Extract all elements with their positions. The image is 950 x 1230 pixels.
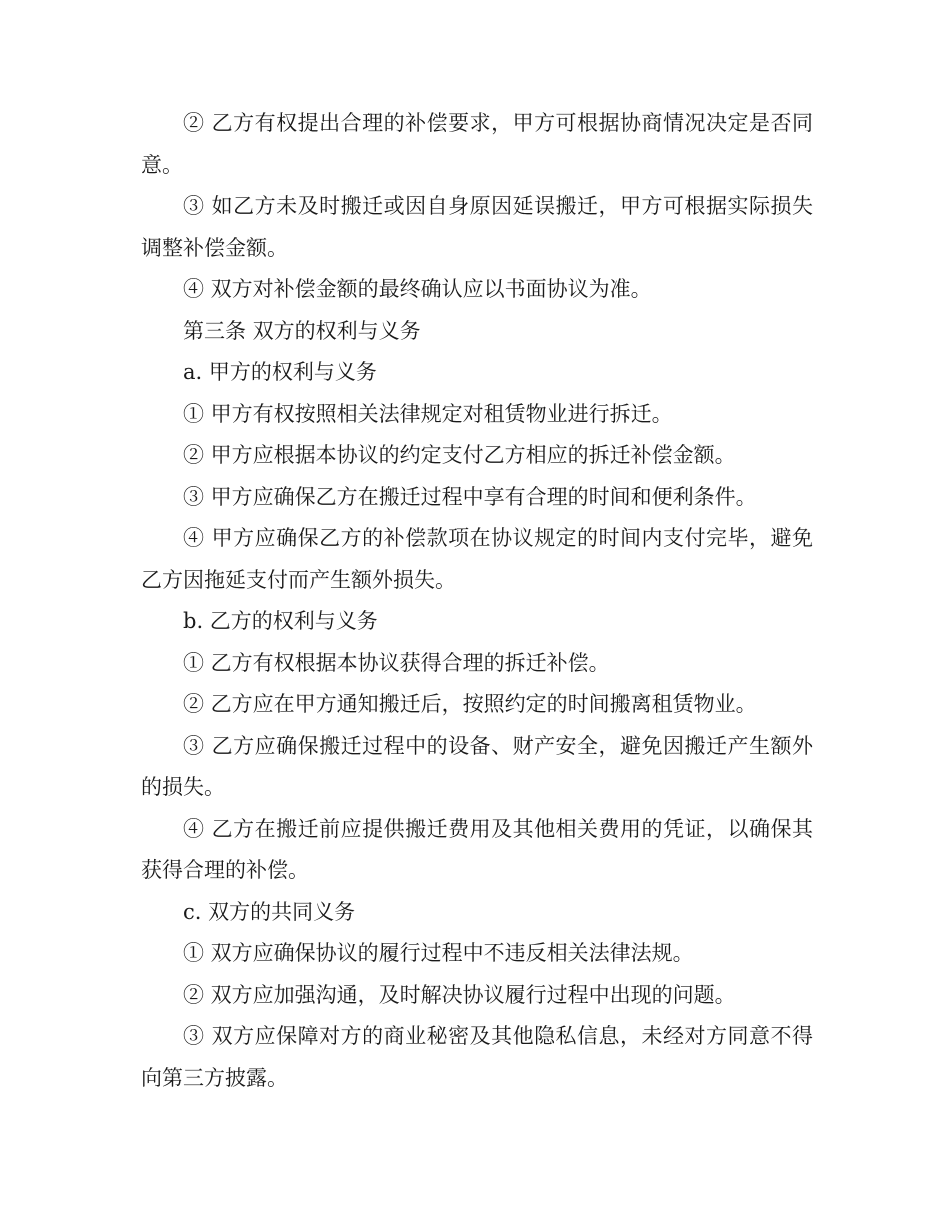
paragraph-party-a-4: ④ 甲方应确保乙方的补偿款项在协议规定的时间内支付完毕，避免乙方因拖延支付而产生额外损失。: [141, 526, 813, 592]
document-body: [141, 103, 813, 1099]
paragraph-party-a-3: ③ 甲方应确保乙方在搬迁过程中享有合理的时间和便利条件。: [183, 484, 757, 509]
article-heading-rights-obligations: 第三条 双方的权利与义务: [183, 318, 421, 343]
paragraph-party-a-2: ② 甲方应根据本协议的约定支付乙方相应的拆迁补偿金额。: [183, 443, 736, 467]
paragraph-written-confirmation: ④ 双方对补偿金额的最终确认应以书面协议为准。: [183, 277, 652, 301]
paragraph-joint-3: ③ 双方应保障对方的商业秘密及其他隐私信息，未经对方同意不得向第三方披露。: [141, 1024, 813, 1090]
paragraph-delay-adjustment: ③ 如乙方未及时搬迁或因自身原因延误搬迁，甲方可根据实际损失调整补偿金额。: [141, 194, 813, 260]
paragraph-party-b-1: ① 乙方有权根据本协议获得合理的拆迁补偿。: [183, 650, 610, 675]
section-heading-party-b: b. 乙方的权利与义务: [183, 609, 378, 633]
paragraph-party-a-1: ① 甲方有权按照相关法律规定对租赁物业进行拆迁。: [183, 401, 673, 426]
paragraph-party-b-4: ④ 乙方在搬迁前应提供搬迁费用及其他相关费用的凭证，以确保其获得合理的补偿。: [141, 816, 813, 882]
paragraph-joint-1: ① 双方应确保协议的履行过程中不违反相关法律法规。: [183, 941, 694, 965]
paragraph-party-b-3: ③ 乙方应确保搬迁过程中的设备、财产安全，避免因搬迁产生额外的损失。: [141, 733, 813, 799]
section-heading-party-a: a. 甲方的权利与义务: [183, 360, 377, 384]
paragraph-joint-2: ② 双方应加强沟通，及时解决协议履行过程中出现的问题。: [183, 982, 736, 1007]
section-heading-joint-obligations: c. 双方的共同义务: [183, 899, 356, 924]
paragraph-compensation-request: ② 乙方有权提出合理的补偿要求，甲方可根据协商情况决定是否同意。: [141, 111, 813, 177]
paragraph-party-b-2: ② 乙方应在甲方通知搬迁后，按照约定的时间搬离租赁物业。: [183, 692, 757, 716]
